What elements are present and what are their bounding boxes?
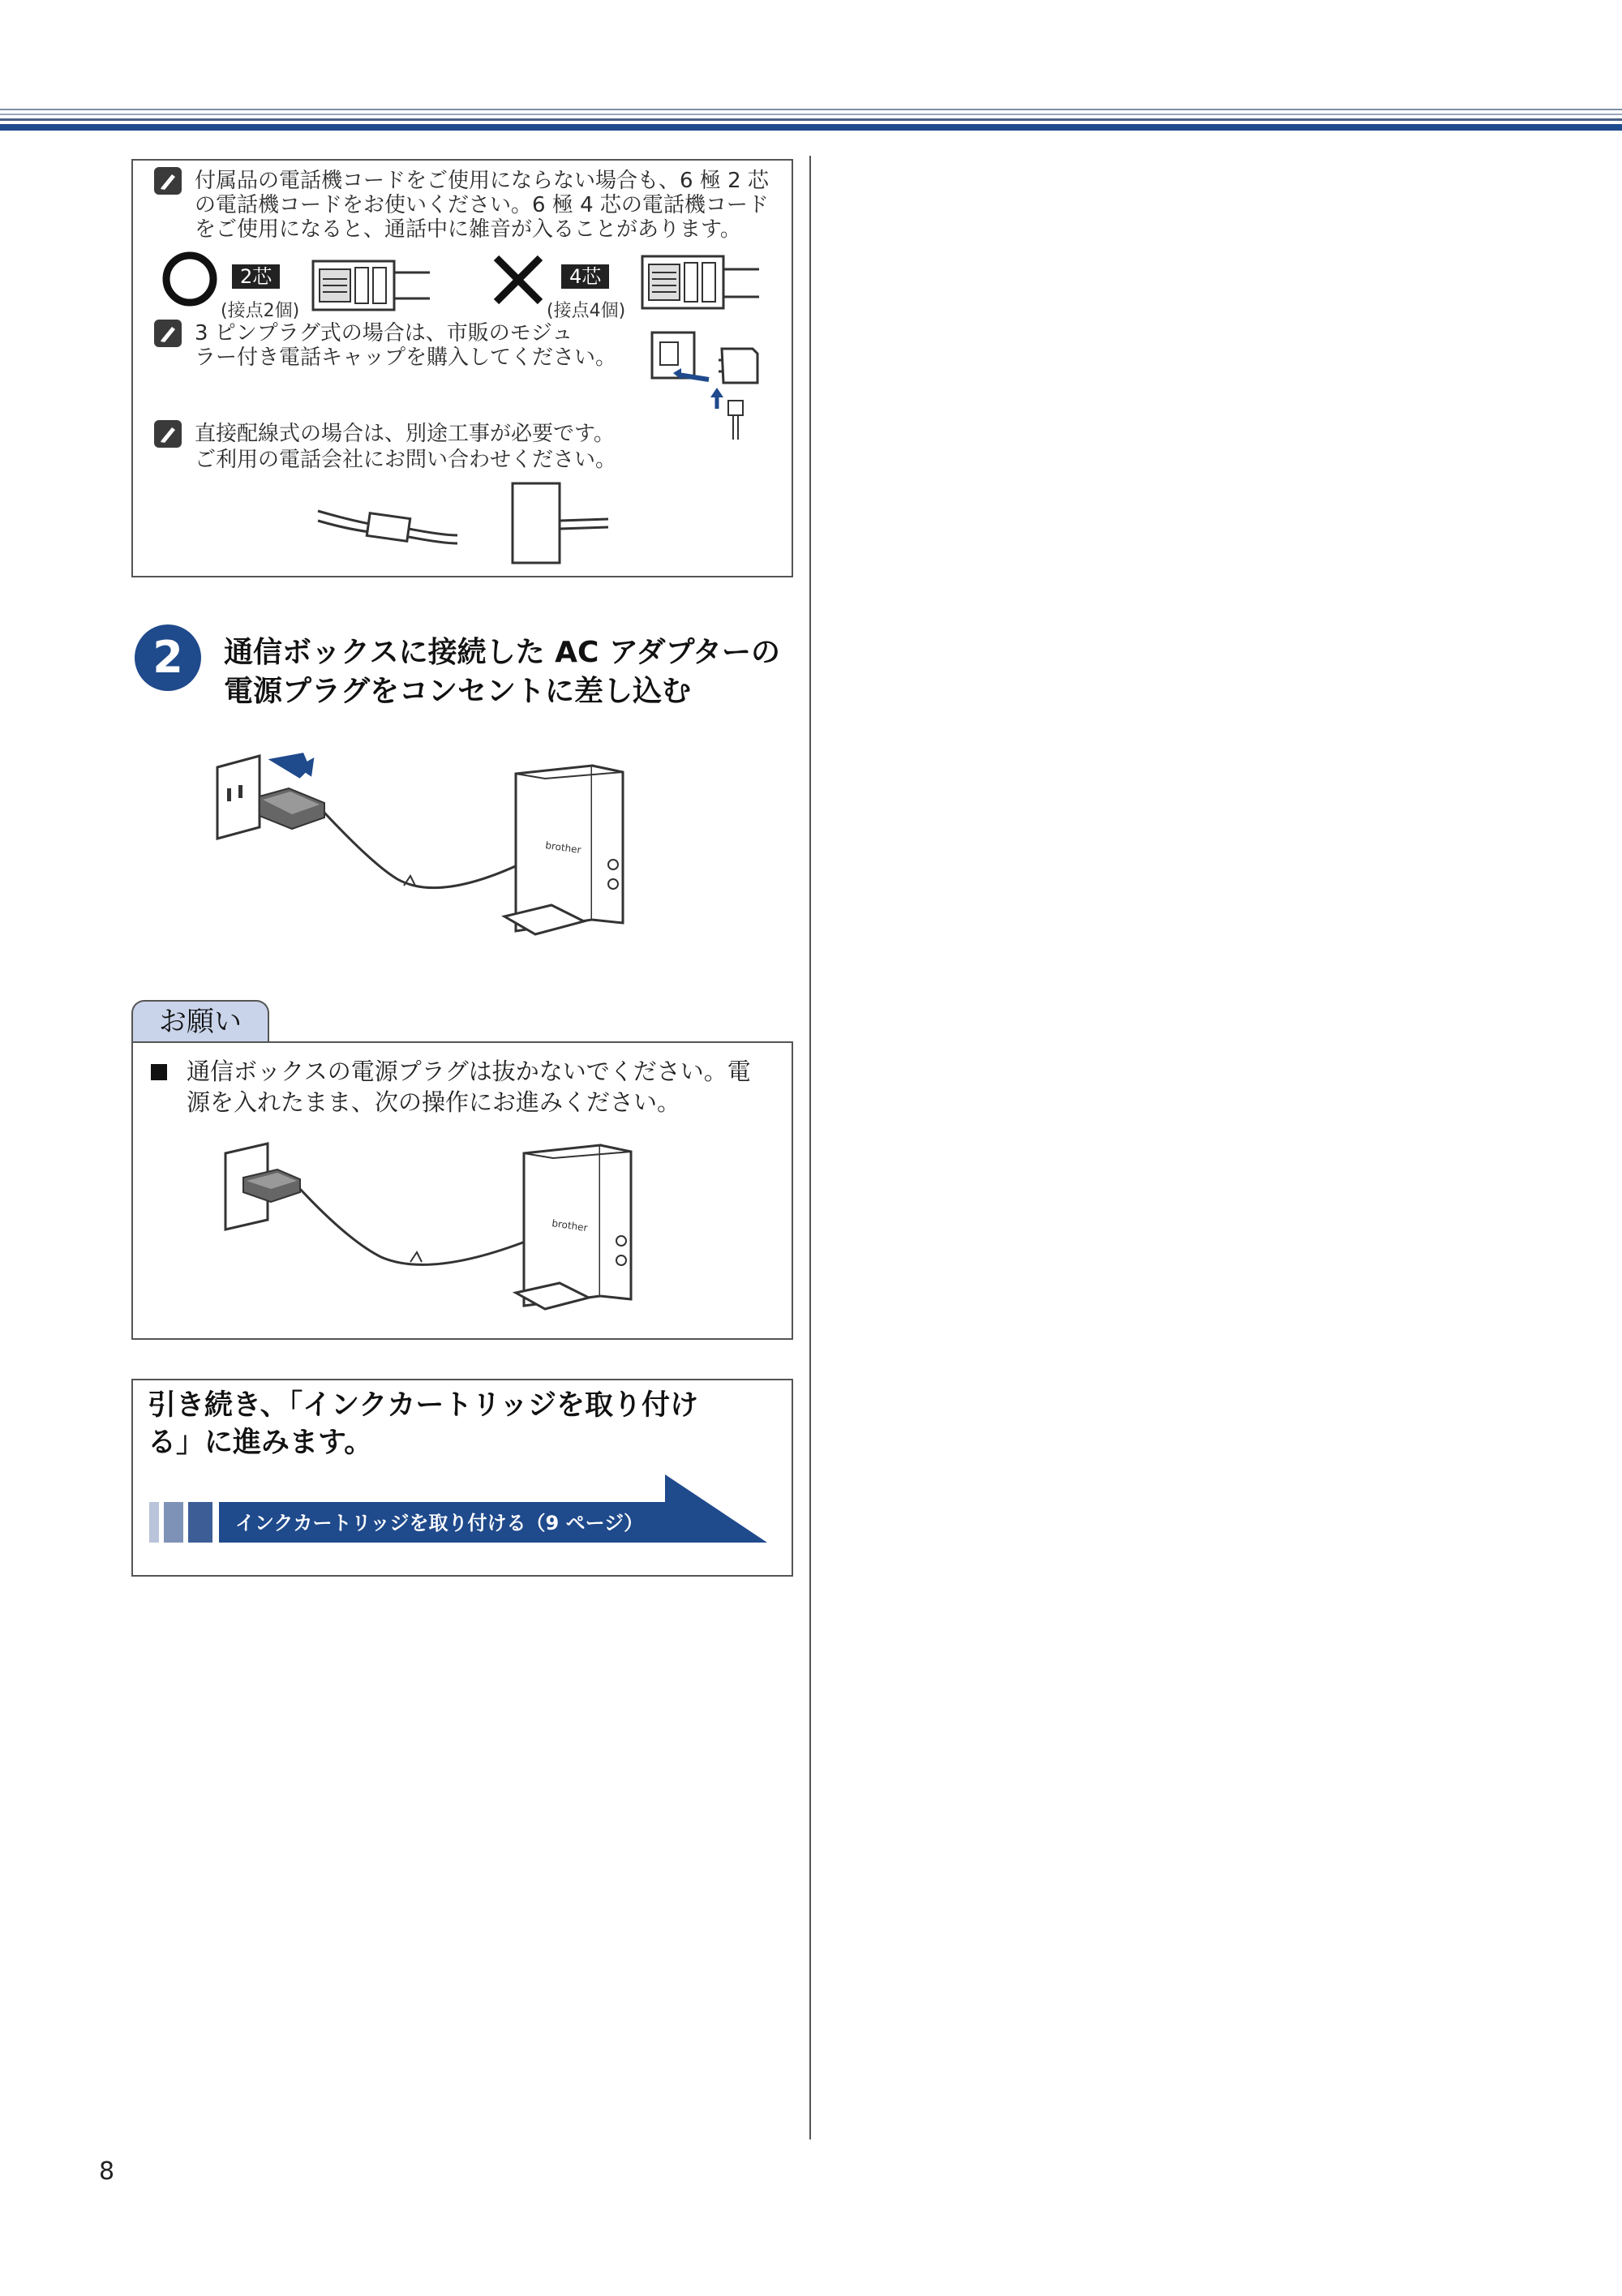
- page-number: 8: [99, 2157, 115, 2186]
- plug-into-outlet-illustration: [211, 743, 649, 938]
- ok-circle-icon: [159, 248, 221, 310]
- good-core-tag: 2芯: [232, 264, 280, 289]
- header-rule: [0, 109, 1622, 133]
- four-core-plug-icon: [637, 251, 767, 313]
- cord-note-line: をご使用になると、通話中に雑音が入ることがあります。: [195, 217, 741, 242]
- note-pencil-icon: [154, 320, 182, 347]
- device-brand-label: brother: [551, 1217, 589, 1234]
- keep-plugged-illustration: [219, 1135, 649, 1314]
- step-title-line: 通信ボックスに接続した AC アダプターの: [224, 636, 780, 669]
- plug-note-line: 3 ピンプラグ式の場合は、市販のモジュ: [195, 321, 573, 345]
- note-pencil-icon: [154, 420, 182, 448]
- continue-title-line: る」に進みます。: [148, 1427, 373, 1459]
- cord-note-line: の電話機コードをお使いください。6 極 4 芯の電話機コード: [195, 193, 769, 217]
- continue-title-line: 引き続き、「インクカートリッジを取り付け: [148, 1389, 699, 1422]
- good-contact-label: (接点2個): [221, 301, 300, 321]
- onegai-tab: お願い: [131, 1000, 269, 1042]
- note-pencil-icon: [154, 167, 182, 195]
- step-title-line: 電源プラグをコンセントに差し込む: [224, 675, 692, 708]
- two-core-plug-icon: [308, 256, 438, 315]
- onegai-line: 源を入れたまま、次の操作にお進みください。: [187, 1088, 681, 1116]
- onegai-line: 通信ボックスの電源プラグは抜かないでください。電: [187, 1058, 751, 1085]
- ng-cross-icon: [490, 251, 547, 308]
- direct-wiring-icon: [313, 479, 621, 568]
- device-brand-label: brother: [544, 839, 582, 856]
- cord-note-line: 付属品の電話機コードをご使用にならない場合も、6 極 2 芯: [195, 169, 769, 193]
- column-divider: [809, 156, 811, 2139]
- next-page-link-label[interactable]: インクカートリッジを取り付ける（9 ページ）: [235, 1512, 644, 1534]
- wiring-note-line: 直接配線式の場合は、別途工事が必要です。: [195, 422, 615, 446]
- wiring-note-line: ご利用の電話会社にお問い合わせください。: [195, 448, 617, 472]
- bullet-square-icon: [151, 1064, 167, 1080]
- plug-note-line: ラー付き電話キャップを購入してください。: [195, 345, 617, 370]
- step-number-badge: 2: [135, 624, 201, 691]
- bad-core-tag: 4芯: [561, 264, 609, 289]
- modular-cap-icon: [649, 318, 770, 448]
- bad-contact-label: (接点4個): [547, 301, 626, 321]
